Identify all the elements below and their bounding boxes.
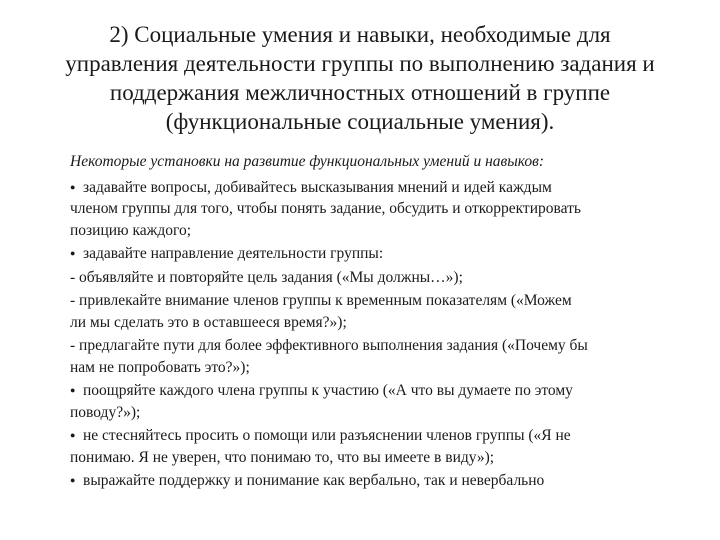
bullet-icon: ●	[70, 430, 76, 440]
item-line: - предлагайте пути для более эффективного выполнения задания («Почему бы	[70, 337, 588, 354]
list-item	[70, 243, 702, 265]
title-line: 2) Социальные умения и навыки, необходимые для	[109, 22, 611, 47]
bullet-icon: ●	[70, 385, 76, 395]
item-line: не стесняйтесь просить о помощи или разъяснении членов группы («Я не	[83, 427, 571, 444]
title-line: поддержания межличностных отношений в группе	[109, 80, 611, 105]
list-item	[70, 335, 702, 378]
item-line: задавайте вопросы, добивайтесь высказывания мнений и идей каждым	[83, 178, 552, 196]
slide-title	[30, 20, 690, 136]
list-item	[70, 470, 702, 492]
list-item	[70, 177, 702, 242]
item-line: поводу?»);	[70, 403, 141, 421]
bullet-icon: ●	[70, 248, 76, 258]
list-item	[70, 290, 702, 333]
item-line: позицию каждого;	[70, 221, 192, 239]
list-item	[70, 267, 702, 289]
title-line: управления деятельности группы по выполнению задания и	[65, 51, 655, 76]
bullet-icon: ●	[70, 181, 76, 192]
item-line: - объявляйте и повторяйте цель задания («Мы должны…»);	[70, 268, 463, 286]
item-line: нам не попробовать это?»);	[70, 358, 250, 376]
item-line: выражайте поддержку и понимание как вербально, так и невербально	[83, 472, 545, 489]
item-line: задавайте направление деятельности группы:	[83, 245, 384, 262]
list-item	[70, 425, 702, 468]
item-line: членом группы для того, чтобы понять задание, обсудить и откорректировать	[70, 200, 581, 217]
intro-text: Некоторые установки на развитие функциональных умений и навыков:	[70, 153, 545, 170]
list-item	[70, 380, 702, 423]
item-line: ли мы сделать это в оставшееся время?»);	[70, 313, 347, 331]
item-line: понимаю. Я не уверен, что понимаю то, что вы имеете в виду»);	[70, 448, 495, 466]
item-line: поощряйте каждого члена группы к участию («А что вы думаете по этому	[83, 382, 573, 399]
title-line: (функциональные социальные умения).	[165, 109, 555, 134]
item-line: - привлекайте внимание членов группы к временным показателям («Можем	[70, 292, 572, 309]
bullet-icon: ●	[70, 475, 76, 485]
slide-body	[70, 151, 702, 494]
